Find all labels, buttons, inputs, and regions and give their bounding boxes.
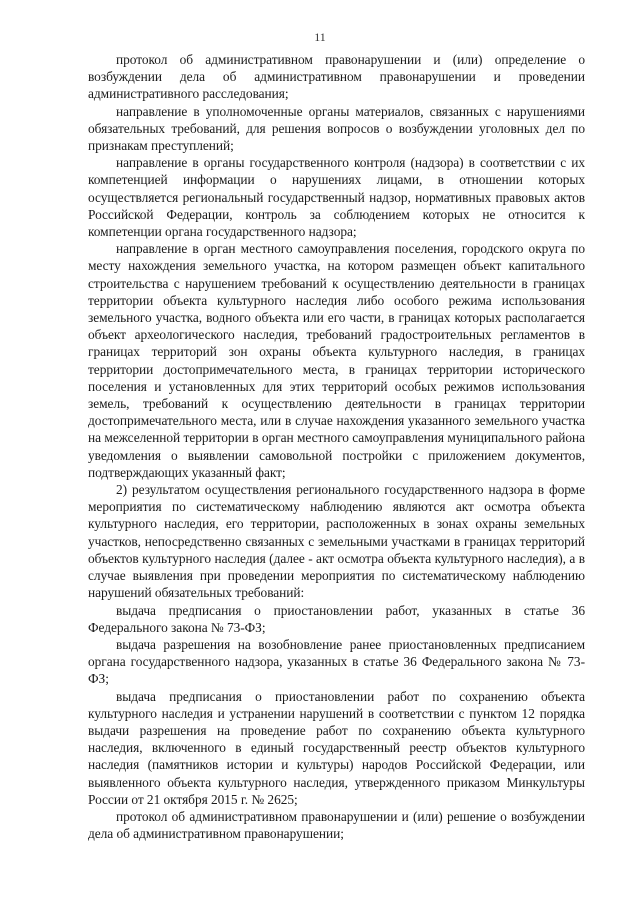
paragraph-referral-control-bodies: направление в органы государственного контроля (надзора) в соответствии с их компетенцией информации о нарушениях лицами, в отношении которых осуществляется региональный государственный надзор, нормативных правовых актов Российской Федерации, контроль за соблюдением которых не относится к компетенции органа государственного надзора; [88,155,585,240]
paragraph-resumption-permit: выдача разрешения на возобновление ранее приостановленных предписанием органа государственного надзора, указанных в статье 36 Федерального закона № 73-ФЗ; [88,636,585,687]
paragraph-suspension-order: выдача предписания о приостановлении работ, указанных в статье 36 Федерального закона № 73-ФЗ; [88,602,585,635]
paragraph-referral-materials: направление в уполномоченные органы материалов, связанных с нарушениями обязательных требований, для решения вопросов о возбуждении уголовных дел по признакам преступлений; [88,103,585,154]
page-number: 11 [314,30,326,44]
document-body [88,51,585,842]
paragraph-suspension-preservation-works: выдача предписания о приостановлении работ по сохранению объекта культурного наследия и устранении нарушений в соответствии с пунктом 12 порядка выдачи разрешения на проведение работ по сохранению объекта культурного наследия, включенного в единый государственный реестр объектов культурного наследия (памятников истории и культуры) народов Российской Федерации, или выявленного объекта культурного наследия, утвержденного приказом Минкультуры России от 21 октября 2015 г. № 2625; [88,688,585,807]
paragraph-referral-local-government: направление в орган местного самоуправления поселения, городского округа по месту нахождения земельного участка, на котором размещен объект капитального строительства с нарушением требований к осуществлению деятельности в границах территории объекта культурного наследия либо особого режима использования земельного участка, водного объекта или его части, в границах которых располагается объект археологического наследия, требований градостроительных регламентов в границах территорий зон охраны объекта культурного наследия, в границах территории достопримечательного места, в границах территории исторического поселения и установленных для этих территорий особых режимов использования земель, требований к осуществлению деятельности в границах территории достопримечательного места, или в случае нахождения указанного земельного участка на межселенной территории в орган местного самоуправления муниципального района уведомления о выявлении самовольной постройки с приложением документов, подтверждающих указанный факт; [88,241,585,480]
paragraph-item-2-result: 2) результатом осуществления регионального государственного надзора в форме мероприятия по систематическому наблюдению являются акт осмотра объекта культурного наследия, его территории, расположенных в зонах охраны земельных участков, непосредственно связанных с земельными участками в границах территорий объектов культурного наследия (далее - акт осмотра объекта культурного наследия), а в случае выявления при проведении мероприятия по систематическому наблюдению нарушений обязательных требований: [88,482,585,601]
paragraph-protocol-decision: протокол об административном правонарушении и (или) решение о возбуждении дела об административном правонарушении; [88,808,585,842]
paragraph-protocol-determination: протокол об административном правонарушении и (или) определение о возбуждении дела об административном правонарушении и проведении административного расследования; [88,52,585,102]
